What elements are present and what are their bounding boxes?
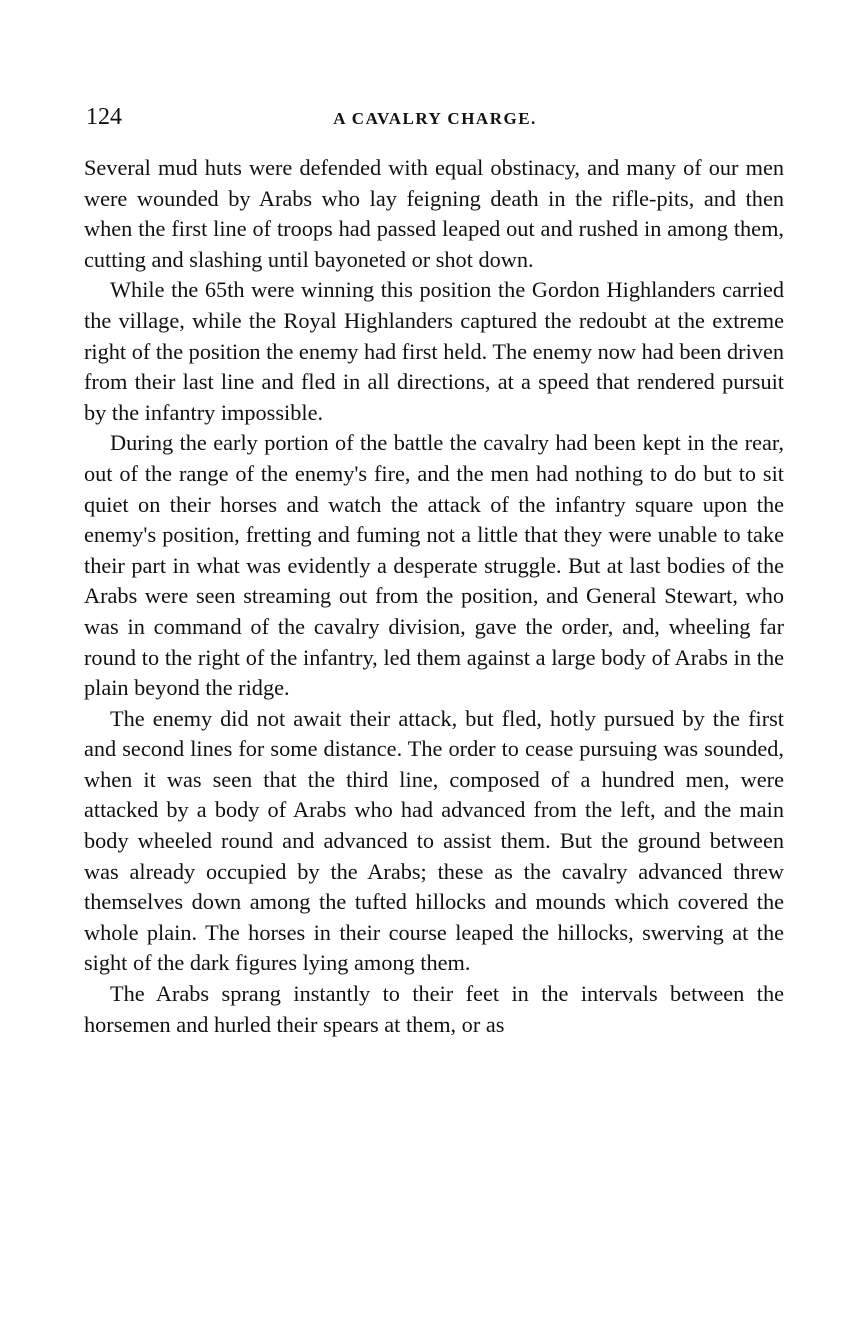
paragraph-3: During the early portion of the battle the cavalry had been kept in the rear, out of the range of the enemy's fire, and the men had nothing to do but to sit quiet on their horses and watch the attack of the infantry square upon the enemy's position, fretting and fuming not a little that they were unable to take their part in what was evidently a desperate struggle. But at last bodies of the Arabs were seen streaming out from the position, and General Stewart, who was in command of the cavalry division, gave the order, and, wheeling far round to the right of the infantry, led them against a large body of Arabs in the plain beyond the ridge.	[84, 430, 784, 701]
paragraph-5: The Arabs sprang instantly to their feet in the intervals between the horsemen and hurled their spears at them, or as	[84, 981, 784, 1037]
body-text	[84, 153, 784, 1040]
paragraph-2: While the 65th were winning this position the Gordon Highlanders carried the village, while the Royal Highlanders captured the redoubt at the extreme right of the position the enemy had first held. The enemy now had been driven from their last line and fled in all directions, at a speed that rendered pursuit by the infantry impossible.	[84, 277, 784, 425]
paragraph-1: Several mud huts were defended with equal obstinacy, and many of our men were wounded by Arabs who lay feigning death in the rifle-pits, and then when the first line of troops had passed leaped out and rushed in among them, cutting and slashing until bayoneted or shot down.	[84, 155, 784, 272]
paragraph-4: The enemy did not await their attack, but fled, hotly pursued by the first and second lines for some distance. The order to cease pursuing was sounded, when it was seen that the third line, composed of a hundred men, were attacked by a body of Arabs who had advanced from the left, and the main body wheeled round and advanced to assist them. But the ground between was already occupied by the Arabs; these as the cavalry advanced threw themselves down among the tufted hillocks and mounds which covered the whole plain. The horses in their course leaped the hillocks, swerving at the sight of the dark figures lying among them.	[84, 705, 784, 976]
running-title: A CAVALRY CHARGE.	[333, 109, 537, 128]
page-number: 124	[86, 104, 122, 130]
page-header	[86, 102, 784, 132]
